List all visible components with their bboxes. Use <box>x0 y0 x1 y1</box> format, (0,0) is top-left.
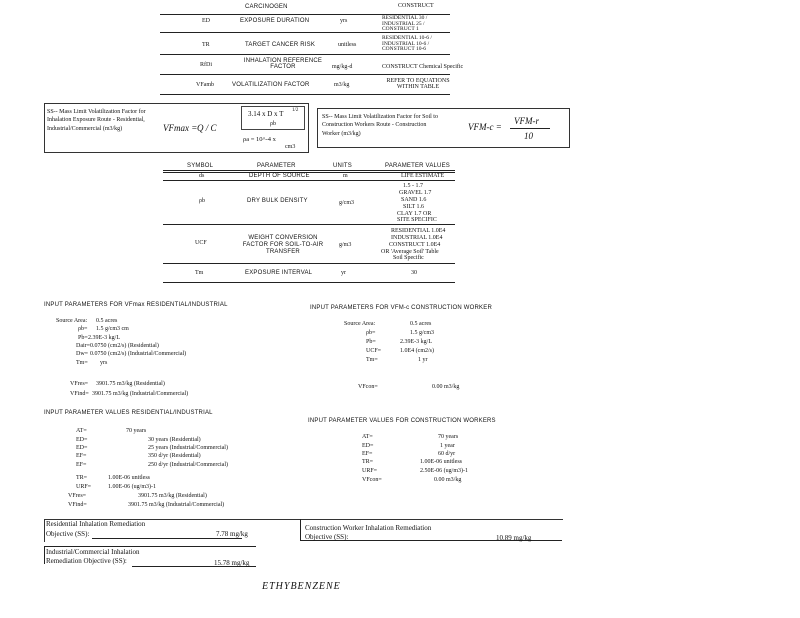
input-res-value-6: 3901.75 m3/kg (Residential) <box>96 381 165 387</box>
top-row-2-value: RESIDENTIAL 10-6 / INDUSTRIAL 10-6 / CONSTRUCT 10-6 <box>382 35 432 52</box>
input-res-value-2: 2.39E-3 kg/L <box>88 335 120 341</box>
equation-left-box <box>44 103 309 153</box>
mid-row-3-parameter: EXPOSURE INTERVAL <box>245 270 313 276</box>
values-con-value-4: 2.50E-06 (ug/m3)-1 <box>420 468 468 474</box>
values-res-value-1: 30 years (Residential) <box>148 437 201 443</box>
values-res-label-5: TR= <box>76 475 88 481</box>
values-res-label-8: VFind= <box>68 502 87 508</box>
equation-left-bracket-top: 3.14 x D x T <box>248 110 284 118</box>
mid-row-1-value-3: SILT 1.6 <box>403 204 425 210</box>
input-res-label-5: Tm= <box>76 360 88 366</box>
mid-row-2-symbol: UCF <box>195 240 207 246</box>
input-con-value-1: 1.5 g/cm3 <box>410 330 434 336</box>
top-row-0-value: CONSTRUCT <box>398 3 434 9</box>
result-ind-label-1: Industrial/Commercial Inhalation <box>46 548 140 556</box>
input-res-label-2: Pb= <box>78 335 88 341</box>
equation-right-lhs: VFM-c = <box>468 122 502 132</box>
values-res-value-6: 1.00E-06 (ug/m3)-1 <box>108 484 156 490</box>
result-ind-top-rule <box>44 546 256 547</box>
equation-right-box <box>317 108 570 148</box>
mid-header-symbol: SYMBOL <box>187 163 214 169</box>
values-res-value-5: 1.00E-06 unitless <box>108 475 150 481</box>
input-res-list <box>56 318 306 398</box>
equation-right-text: SS-- Mass Limit Volatilization Factor for Soil to Construction Workers Route - Construction Worker (m3/kg) <box>322 114 438 137</box>
mid-row-0-units: m <box>343 173 348 179</box>
input-con-label-3: UCF= <box>366 348 382 354</box>
equation-left-bracket-den: ρb <box>270 121 276 127</box>
result-res-value: 7.78 mg/kg <box>216 530 248 538</box>
mid-row-1-value-5: SITE SPECIFIC <box>397 217 437 223</box>
equation-left-bracket <box>241 106 305 130</box>
input-con-value-2: 2.39E-3 kg/L <box>400 339 432 345</box>
top-row-1-parameter: EXPOSURE DURATION <box>240 18 310 24</box>
input-con-heading: INPUT PARAMETERS FOR VFM-c CONSTRUCTION WORKER <box>310 305 492 311</box>
values-con-label-4: URF= <box>362 468 378 474</box>
top-row-4-symbol: VFamb <box>196 82 214 88</box>
top-row-2-parameter: TARGET CANCER RISK <box>245 42 316 48</box>
input-res-label-1: ρb= <box>78 326 88 332</box>
input-con-value-3: 1.0E4 (cm2/s) <box>400 348 434 354</box>
top-row-2-symbol: TR <box>202 42 210 48</box>
top-row-2-units: unitless <box>338 42 357 48</box>
values-res-value-2: 25 years (Industrial/Commercial) <box>148 445 228 451</box>
values-res-value-4: 250 d/yr (Industrial/Commercial) <box>148 462 228 468</box>
input-con-label-2: Pb= <box>366 339 376 345</box>
input-res-label-7: VFind= <box>70 391 89 397</box>
top-row-3-value: CONSTRUCT Chemical Specific <box>382 64 464 70</box>
input-res-heading: INPUT PARAMETERS FOR VFmax RESIDENTIAL/INDUSTRIAL <box>44 302 228 308</box>
input-res-label-3: Dair= <box>76 343 91 349</box>
input-res-value-5: yrs <box>100 360 108 366</box>
chemical-name: ETHYBENZENE <box>262 581 341 592</box>
input-res-value-0: 0.5 acres <box>96 318 118 324</box>
equation-left-mid: Q / C <box>197 123 217 133</box>
values-res-label-3: EF= <box>76 453 87 459</box>
input-con-label-0: Source Area: <box>344 321 376 327</box>
mid-table <box>163 162 455 287</box>
mid-header-units: UNITS <box>333 163 352 169</box>
input-con-list <box>344 321 544 391</box>
values-res-label-1: ED= <box>76 437 88 443</box>
result-con-label-1: Construction Worker Inhalation Remediation <box>305 524 432 532</box>
mid-header-values: PARAMETER VALUES <box>385 163 450 169</box>
values-res-value-8: 3901.75 m3/kg (Industrial/Commercial) <box>128 502 225 508</box>
values-res-value-3: 350 d/yr (Residential) <box>148 453 201 459</box>
equation-left-text: SS-- Mass Limit Volatilization Factor for Inhalation Exposure Route - Residential, Industrial/Commercial (m3/kg) <box>47 109 146 132</box>
values-res-list <box>64 428 314 518</box>
input-res-label-6: VFres= <box>70 381 89 387</box>
top-row-4-units: m3/kg <box>334 82 350 88</box>
mid-row-2-parameter: WEIGHT CONVERSION FACTOR FOR SOIL-TO-AIR TRANSFER <box>242 235 324 256</box>
mid-row-1-value-1: GRAVEL 1.7 <box>399 190 432 196</box>
top-row-3-symbol: RfDi <box>200 62 212 68</box>
input-res-value-4: 0.0750 (cm2/s) (Industrial/Commercial) <box>90 351 187 357</box>
input-res-value-7: 3901.75 m3/kg (Industrial/Commercial) <box>92 391 189 397</box>
mid-row-2-value-3: OR 'Average Soil' Table <box>381 249 439 255</box>
values-res-label-2: ED= <box>76 445 88 451</box>
input-con-label-1: ρb= <box>366 330 376 336</box>
values-con-label-5: VFcon= <box>362 477 382 483</box>
values-res-value-7: 3901.75 m3/kg (Residential) <box>138 493 207 499</box>
values-con-heading: INPUT PARAMETER VALUES FOR CONSTRUCTION WORKERS <box>308 418 496 424</box>
equation-left-below: ρa = 10^-4 x <box>243 136 276 143</box>
top-table <box>160 0 464 95</box>
mid-row-2-value-2: CONSTRUCT 1.0E4 <box>389 242 441 248</box>
result-con-label-2: Objective (SS): <box>305 533 349 541</box>
mid-row-1-units: g/cm3 <box>339 200 354 206</box>
mid-row-1-symbol: ρb <box>199 198 205 204</box>
mid-row-1-parameter: DRY BULK DENSITY <box>247 198 308 204</box>
mid-row-3-symbol: Tm <box>195 270 204 276</box>
result-ind-label-2: Remediation Objective (SS): <box>46 557 127 565</box>
values-con-value-1: 1 year <box>440 443 455 449</box>
values-con-value-5: 0.00 m3/kg <box>434 477 462 483</box>
values-con-list <box>362 434 562 494</box>
values-con-value-3: 1.00E-06 unitless <box>420 459 462 465</box>
input-con-label-4: Tm= <box>366 357 378 363</box>
mid-row-1-value-4: CLAY 1.7 OR <box>397 211 432 217</box>
mid-row-3-value: 30 <box>411 270 417 276</box>
equation-left-below-den: cm3 <box>285 144 296 150</box>
values-con-value-2: 60 d/yr <box>438 451 456 457</box>
top-row-1-symbol: ED <box>202 18 210 24</box>
values-con-label-2: EF= <box>362 451 373 457</box>
input-con-value-0: 0.5 acres <box>410 321 432 327</box>
equation-left-lhs: VFmax = <box>163 123 198 133</box>
values-con-label-1: ED= <box>362 443 374 449</box>
values-con-label-0: AT= <box>362 434 373 440</box>
mid-header-parameter: PARAMETER <box>257 163 296 169</box>
mid-row-2-value-4: Soil Specific <box>393 255 424 261</box>
equation-right-den: 10 <box>524 131 533 141</box>
values-res-label-0: AT= <box>76 428 87 434</box>
top-row-0-parameter: CARCINOGEN <box>245 4 288 10</box>
input-con-value-4: 1 yr <box>418 357 428 363</box>
mid-row-3-units: yr <box>341 270 346 276</box>
top-row-4-parameter: VOLATILIZATION FACTOR <box>232 82 310 88</box>
mid-row-0-symbol: ds <box>199 173 205 179</box>
equation-left-bracket-power: 1/2 <box>292 108 299 113</box>
top-row-4-value: REFER TO EQUATIONS WITHIN TABLE <box>386 78 450 90</box>
values-con-value-0: 70 years <box>438 434 459 440</box>
values-res-label-6: URF= <box>76 484 92 490</box>
mid-row-1-value-2: SAND 1.6 <box>401 197 427 203</box>
input-res-label-0: Source Area: <box>56 318 88 324</box>
mid-row-0-value: LIFE ESTIMATE <box>401 173 445 179</box>
top-row-3-units: mg/kg-d <box>332 64 353 70</box>
input-res-value-1: 1.5 g/cm3 cm <box>96 326 129 332</box>
values-res-value-0: 70 years <box>126 428 147 434</box>
result-res-label-1: Residential Inhalation Remediation <box>46 520 146 528</box>
mid-row-2-value-0: RESIDENTIAL 1.0E4 <box>391 228 446 234</box>
equation-right-num: VFM-r <box>514 116 539 126</box>
values-res-label-4: EF= <box>76 462 87 468</box>
result-res-label-2: Objective (SS): <box>46 530 90 538</box>
values-con-label-3: TR= <box>362 459 374 465</box>
result-ind-value: 15.78 mg/kg <box>214 559 250 567</box>
mid-row-2-units: g/m3 <box>339 242 352 248</box>
input-res-label-4: Dw= <box>76 351 89 357</box>
top-row-3-parameter: INHALATION REFERENCE FACTOR <box>243 58 323 70</box>
input-res-value-3: 0.0750 (cm2/s) (Residential) <box>90 343 159 349</box>
values-res-heading: INPUT PARAMETER VALUES RESIDENTIAL/INDUSTRIAL <box>44 410 213 416</box>
mid-row-1-value-0: 1.5 - 1.7 <box>403 183 423 189</box>
top-row-1-value: RESIDENTIAL 30 / INDUSTRIAL 25 / CONSTRUCT 1 <box>382 15 428 32</box>
input-con-value-5: 0.00 m3/kg <box>432 384 460 390</box>
top-row-1-units: yrs <box>340 18 348 24</box>
mid-row-0-parameter: DEPTH OF SOURCE <box>249 173 310 179</box>
input-con-label-5: VFcon= <box>358 384 378 390</box>
values-res-label-7: VFres= <box>68 493 87 499</box>
result-con-value: 10.89 mg/kg <box>496 534 532 542</box>
mid-row-2-value-1: INDUSTRIAL 1.0E4 <box>391 235 443 241</box>
